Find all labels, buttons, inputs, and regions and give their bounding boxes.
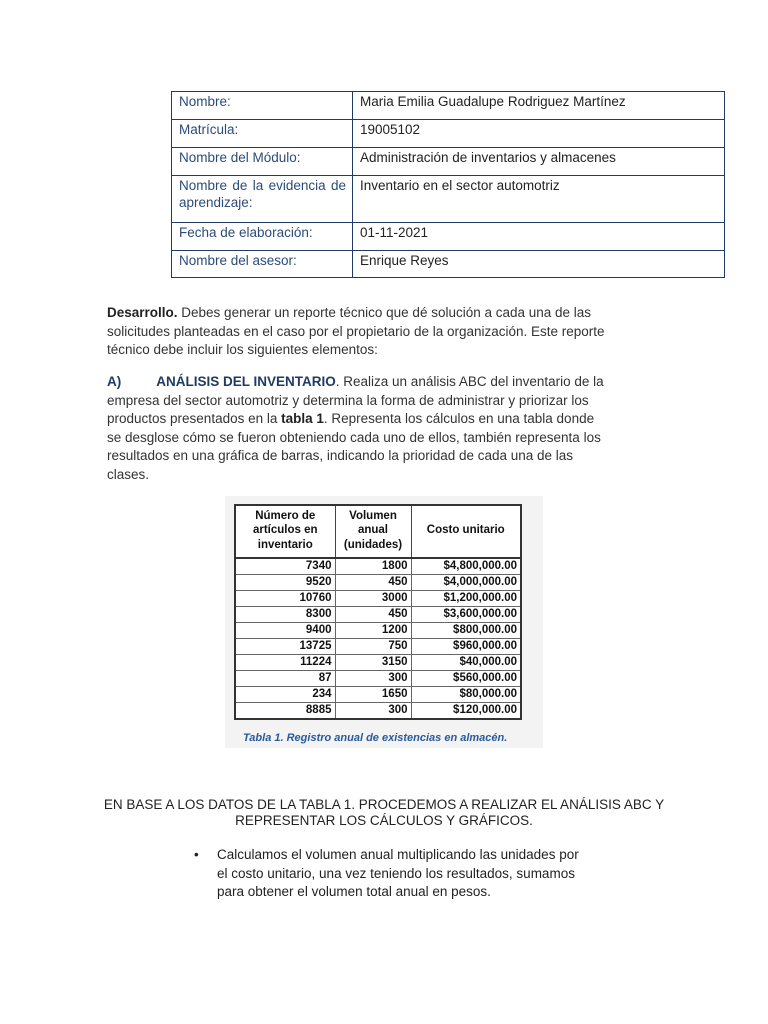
- inventory-table: [234, 504, 522, 720]
- cell-costo: $4,000,000.00: [411, 575, 521, 591]
- desarrollo-paragraph: [107, 304, 612, 360]
- cell-articulos: 10760: [235, 591, 335, 607]
- cell-volumen: 300: [335, 703, 411, 720]
- info-value: 19005102: [353, 120, 725, 148]
- cell-articulos: 234: [235, 687, 335, 703]
- info-label: Nombre del asesor:: [172, 251, 353, 278]
- table-row: [235, 607, 521, 623]
- analisis-text-1: . Realiza un análisis ABC del inventario de la empresa del sector automotriz y determina la forma de administrar y priorizar los productos presentados en la: [107, 374, 604, 426]
- info-label: Nombre del Módulo:: [172, 148, 353, 176]
- info-value: 01-11-2021: [353, 223, 725, 251]
- info-value: Administración de inventarios y almacenes: [353, 148, 725, 176]
- table-row: [235, 687, 521, 703]
- cell-articulos: 8885: [235, 703, 335, 720]
- info-value: Enrique Reyes: [353, 251, 725, 278]
- cell-costo: $4,800,000.00: [411, 558, 521, 575]
- table-row: [235, 655, 521, 671]
- cell-costo: $120,000.00: [411, 703, 521, 720]
- analisis-text-2: . Representa los cálculos en una tabla donde se desglose cómo se fueron obteniendo cada uno de ellos, también representa los resultados en una gráfica de barras, indicando la prioridad de cada una de las clases.: [107, 411, 601, 482]
- inventory-table-figure: [225, 496, 543, 748]
- cell-volumen: 750: [335, 639, 411, 655]
- table-reference: tabla 1: [281, 411, 324, 426]
- info-row-nombre: [172, 92, 725, 120]
- section-letter: A): [107, 374, 122, 389]
- analisis-heading: ANÁLISIS DEL INVENTARIO: [156, 374, 336, 389]
- info-label: Nombre de la evidencia de aprendizaje:: [172, 176, 353, 223]
- info-label: Nombre:: [172, 92, 353, 120]
- bullet-symbol: •: [194, 847, 199, 862]
- table-row: [235, 639, 521, 655]
- info-row-evidencia: [172, 176, 725, 223]
- cell-volumen: 300: [335, 671, 411, 687]
- cell-costo: $560,000.00: [411, 671, 521, 687]
- cell-costo: $80,000.00: [411, 687, 521, 703]
- info-label: Fecha de elaboración:: [172, 223, 353, 251]
- table-caption: Tabla 1. Registro anual de existencias en almacén.: [243, 732, 508, 744]
- cell-articulos: 7340: [235, 558, 335, 575]
- cell-articulos: 9400: [235, 623, 335, 639]
- cell-articulos: 11224: [235, 655, 335, 671]
- info-value: Inventario en el sector automotriz: [353, 176, 725, 223]
- header-volumen: Volumen anual (unidades): [335, 505, 411, 558]
- cell-articulos: 8300: [235, 607, 335, 623]
- cell-costo: $960,000.00: [411, 639, 521, 655]
- info-row-fecha: [172, 223, 725, 251]
- info-value: Maria Emilia Guadalupe Rodriguez Martínez: [353, 92, 725, 120]
- cell-costo: $3,600,000.00: [411, 607, 521, 623]
- header-articulos: Número de artículos en inventario: [235, 505, 335, 558]
- bullet-text: Calculamos el volumen anual multiplicando las unidades por el costo unitario, una vez teniendo los resultados, sumamos para obtener el volumen total anual en pesos.: [217, 847, 579, 899]
- cell-volumen: 1650: [335, 687, 411, 703]
- table-row: [235, 575, 521, 591]
- cell-costo: $1,200,000.00: [411, 591, 521, 607]
- info-label: Matrícula:: [172, 120, 353, 148]
- analisis-paragraph: [107, 373, 612, 484]
- table-row: [235, 623, 521, 639]
- cell-volumen: 1200: [335, 623, 411, 639]
- cell-volumen: 3000: [335, 591, 411, 607]
- analysis-intro-text: EN BASE A LOS DATOS DE LA TABLA 1. PROCEDEMOS A REALIZAR EL ANÁLISIS ABC Y REPRESENTAR LOS CÁLCULOS Y GRÁFICOS.: [103, 797, 665, 828]
- cell-costo: $40,000.00: [411, 655, 521, 671]
- info-row-modulo: [172, 148, 725, 176]
- inventory-header-row: [235, 505, 521, 558]
- table-row: [235, 703, 521, 720]
- cell-articulos: 9520: [235, 575, 335, 591]
- cell-volumen: 450: [335, 607, 411, 623]
- cell-articulos: 87: [235, 671, 335, 687]
- cell-volumen: 1800: [335, 558, 411, 575]
- table-row: [235, 671, 521, 687]
- table-row: [235, 591, 521, 607]
- cell-articulos: 13725: [235, 639, 335, 655]
- header-costo: Costo unitario: [411, 505, 521, 558]
- desarrollo-heading: Desarrollo.: [107, 305, 178, 320]
- cell-costo: $800,000.00: [411, 623, 521, 639]
- desarrollo-text: Debes generar un reporte técnico que dé solución a cada una de las solicitudes planteadas en el caso por el propietario de la organización. Este reporte técnico debe incluir los siguientes elementos:: [107, 305, 605, 357]
- info-row-matricula: [172, 120, 725, 148]
- student-info-table: [171, 91, 725, 278]
- cell-volumen: 3150: [335, 655, 411, 671]
- table-row: [235, 558, 521, 575]
- cell-volumen: 450: [335, 575, 411, 591]
- info-row-asesor: [172, 251, 725, 278]
